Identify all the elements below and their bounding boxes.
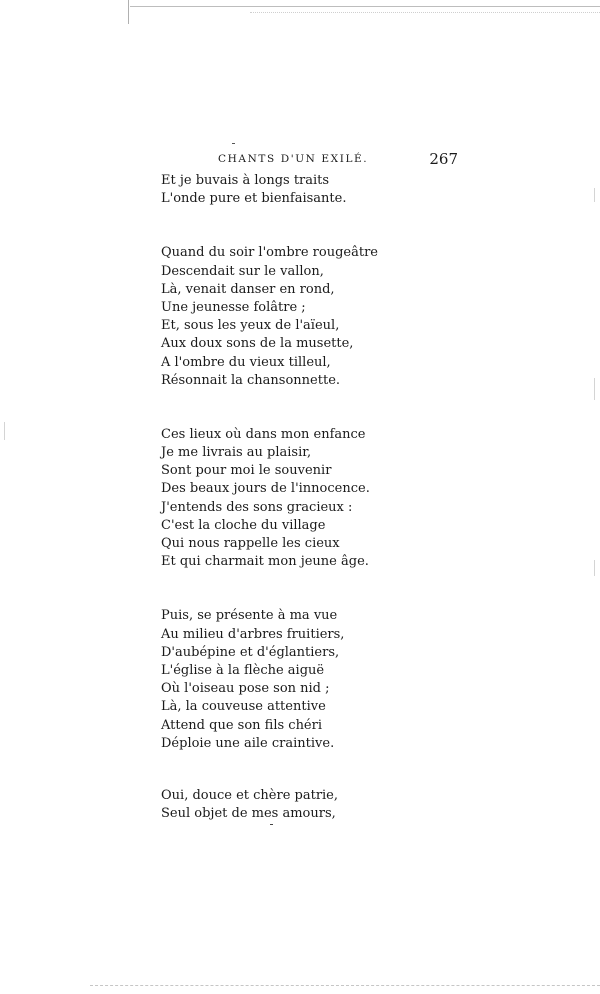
- verse-line: Et qui charmait mon jeune âge.: [161, 554, 369, 570]
- verse-line: Des beaux jours de l'innocence.: [161, 481, 370, 497]
- verse-line: Ces lieux où dans mon enfance: [161, 426, 366, 442]
- verse-line: A l'ombre du vieux tilleul,: [161, 354, 331, 370]
- verse-line: Une jeunesse folâtre ;: [161, 299, 306, 315]
- top-scan-edge-faint: [250, 12, 600, 13]
- page-header: [160, 150, 460, 170]
- margin-mark: [594, 378, 595, 400]
- scan-corner-mark: [128, 0, 129, 24]
- verse-line: Au milieu d'arbres fruitiers,: [161, 626, 345, 642]
- margin-mark: [4, 422, 5, 440]
- margin-mark: [594, 560, 595, 576]
- verse-line: Là, la couveuse attentive: [161, 699, 326, 715]
- stanza-5: [161, 787, 391, 823]
- verse-line: Attend que son fils chéri: [161, 717, 323, 733]
- verse-line: Où l'oiseau pose son nid ;: [161, 681, 330, 697]
- verse-line: J'entends des sons gracieux :: [161, 499, 353, 515]
- top-scan-edge: [130, 6, 600, 7]
- verse-line: D'aubépine et d'églantiers,: [161, 644, 340, 660]
- verse-line: Aux doux sons de la musette,: [161, 336, 354, 352]
- verse-line: Résonnait la chansonnette.: [161, 372, 341, 388]
- verse-line: L'église à la flèche aiguë: [161, 662, 325, 678]
- verse-line: Quand du soir l'ombre rougeâtre: [161, 245, 378, 261]
- bottom-scan-edge: [90, 985, 600, 986]
- stanza-3: [161, 426, 391, 572]
- stanza-1: [161, 172, 391, 208]
- verse-line: C'est la cloche du village: [161, 517, 326, 533]
- stanza-2: [161, 244, 391, 390]
- ink-speck: [270, 824, 273, 825]
- stanza-4: [161, 607, 391, 753]
- verse-line: Là, venait danser en rond,: [161, 281, 335, 297]
- verse-line: Descendait sur le vallon,: [161, 263, 324, 279]
- poem-body: [161, 172, 391, 823]
- margin-mark: [594, 188, 595, 202]
- verse-line: Sont pour moi le souvenir: [161, 463, 332, 479]
- verse-line: Oui, douce et chère patrie,: [161, 787, 339, 803]
- running-head: CHANTS D'UN EXILÉ.: [218, 153, 369, 165]
- verse-line: Seul objet de mes amours,: [161, 806, 336, 822]
- verse-line: Qui nous rappelle les cieux: [161, 536, 340, 551]
- verse-line: Déploie une aile craintive.: [161, 735, 335, 751]
- verse-line: Et je buvais à longs traits: [161, 173, 330, 188]
- verse-line: L'onde pure et bienfaisante.: [161, 191, 347, 207]
- verse-line: Et, sous les yeux de l'aïeul,: [161, 318, 340, 334]
- verse-line: Je me livrais au plaisir,: [161, 445, 312, 461]
- ink-speck: [232, 143, 235, 144]
- page-number: 267: [429, 150, 458, 168]
- verse-line: Puis, se présente à ma vue: [161, 608, 338, 624]
